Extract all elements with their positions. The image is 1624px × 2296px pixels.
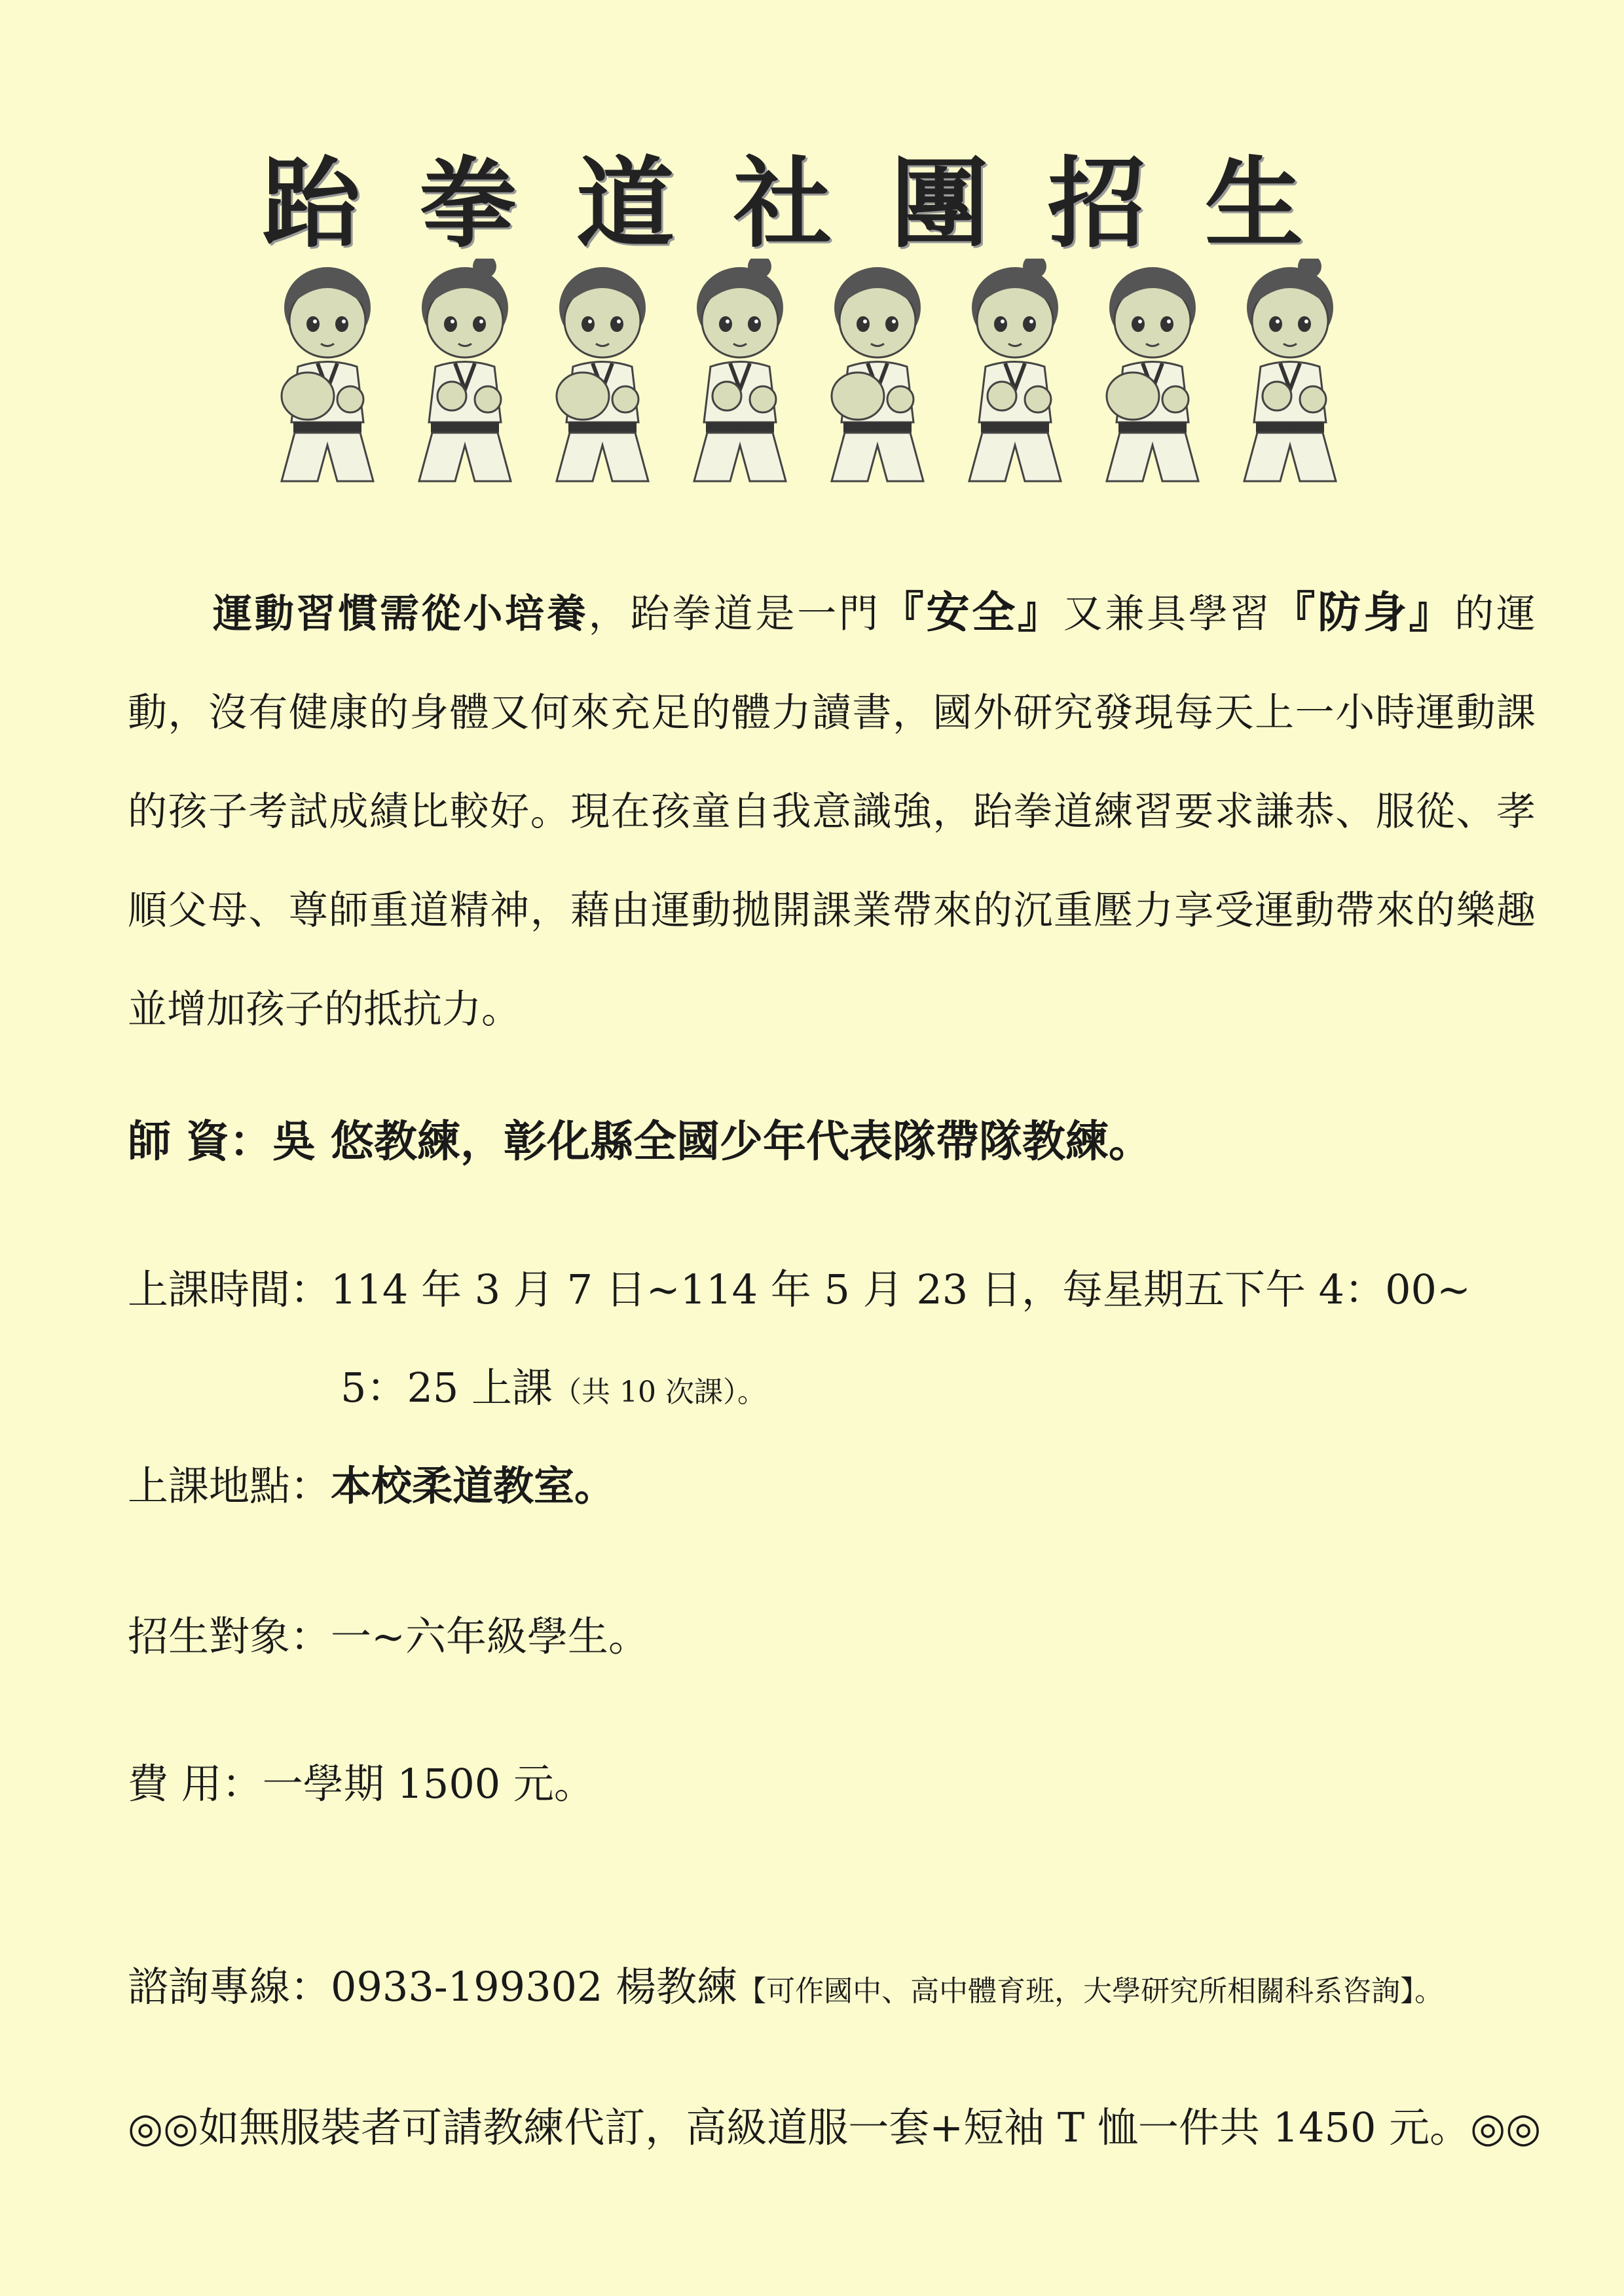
contact-label: 諮詢專線： [128, 1963, 331, 2011]
kid-figure [969, 259, 1061, 481]
schedule-label: 上課時間： [128, 1266, 331, 1313]
fee-line [128, 1751, 595, 1810]
intro-emphasis-defense: 『防身』 [1272, 587, 1455, 638]
kid-figure [282, 267, 373, 481]
kid-figure [419, 259, 511, 481]
kid-figure [1244, 259, 1336, 481]
place-line [128, 1453, 615, 1512]
kid-figure [832, 267, 923, 481]
contact-line [128, 1954, 1443, 2013]
teacher-value: 吳 悠教練，彰化縣全國少年代表隊帶隊教練。 [272, 1116, 1152, 1167]
fee-label: 費 用： [128, 1760, 263, 1808]
flyer-title: 跆拳道社團招生 [261, 147, 1362, 261]
intro-part2: 又兼具學習 [1063, 591, 1272, 637]
intro-lead: 運動習慣需從小培養 [213, 591, 589, 637]
schedule-line [128, 1257, 1471, 1315]
footer-note: ◎◎如無服裝者可請教練代訂，高級道服一套+短袖 T 恤一件共 1450 元。◎◎ [128, 2104, 1541, 2151]
intro-part3: 的運動，沒有健康的身體又何來充足的體力讀書，國外研究發現每天上一小時運動課的孩子考試成績比較好。現在孩童自我意識強，跆拳道練習要求謙恭、服從、孝順父母、尊師重道精神，藉由運動拋開課業帶來的沉重壓力享受運動帶來的樂趣並增加孩子的抵抗力。 [128, 591, 1536, 1032]
schedule-cont: 5：25 上課 [341, 1364, 553, 1412]
contact-value: 0933-199302 楊教練 [331, 1963, 738, 2011]
kid-figure [1107, 267, 1198, 481]
fee-value: 一學期 1500 元。 [262, 1760, 595, 1808]
kid-figure [557, 267, 648, 481]
contact-note: 【可作國中、高中體育班，大學研究所相關科系咨詢】。 [737, 1975, 1444, 2008]
target-label: 招生對象： [128, 1613, 331, 1660]
schedule-value: 114 年 3 月 7 日~114 年 5 月 23 日，每星期五下午 4：00~ [331, 1266, 1471, 1313]
intro-emphasis-safe: 『安全』 [880, 587, 1063, 638]
target-line [128, 1604, 649, 1662]
schedule-continuation [341, 1355, 766, 1413]
intro-paragraph [128, 563, 1536, 1059]
kid-figure [694, 259, 786, 481]
place-label: 上課地點： [128, 1462, 331, 1510]
intro-part1: ，跆拳道是一門 [588, 591, 881, 637]
target-value: 一~六年級學生。 [331, 1613, 649, 1660]
teacher-label: 師 資： [128, 1116, 272, 1167]
schedule-note: （共 10 次課）。 [553, 1376, 767, 1409]
teacher-line [128, 1106, 1152, 1169]
place-value: 本校柔道教室。 [331, 1462, 616, 1510]
taekwondo-kids-illustration [259, 259, 1359, 494]
